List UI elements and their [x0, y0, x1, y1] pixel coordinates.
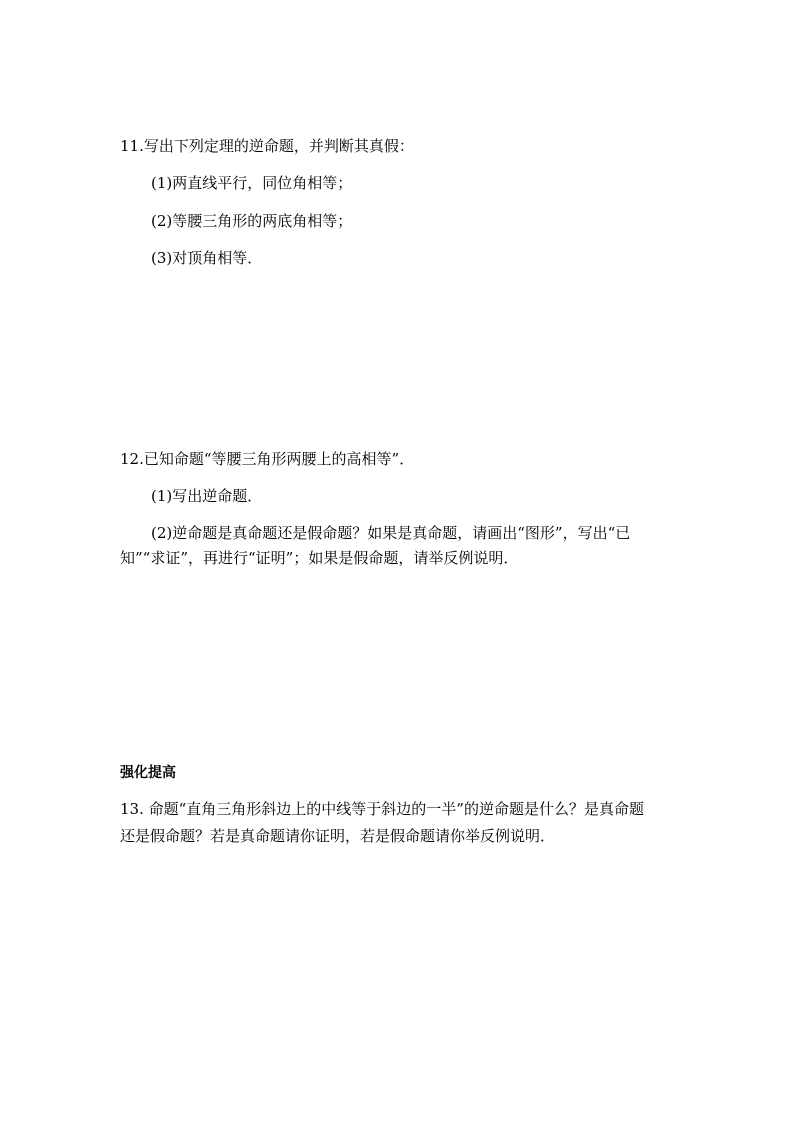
question-12-item-2: (2)逆命题是真命题还是假命题？如果是真命题，请画出“图形”，写出“已	[151, 524, 631, 542]
question-12-item-1: (1)写出逆命题．	[151, 487, 263, 505]
question-12-item-2-continued: 知”“求证”，再进行“证明”；如果是假命题，请举反例说明．	[120, 549, 519, 567]
question-13-line-2: 还是假命题？若是真命题请你证明，若是假命题请你举反例说明．	[120, 827, 556, 845]
question-11-title: 11.写出下列定理的逆命题，并判断其真假：	[120, 137, 414, 155]
question-13-line-1: 13. 命题“直角三角形斜边上的中线等于斜边的一半”的逆命题是什么？是真命题	[120, 800, 644, 818]
question-11-item-2: (2)等腰三角形的两底角相等；	[151, 212, 353, 230]
question-11-item-1: (1)两直线平行，同位角相等；	[151, 174, 353, 192]
question-12-title: 12.已知命题“等腰三角形两腰上的高相等”．	[120, 450, 415, 468]
section-heading: 强化提高	[120, 765, 176, 781]
question-11-item-3: (3)对顶角相等．	[151, 249, 263, 267]
